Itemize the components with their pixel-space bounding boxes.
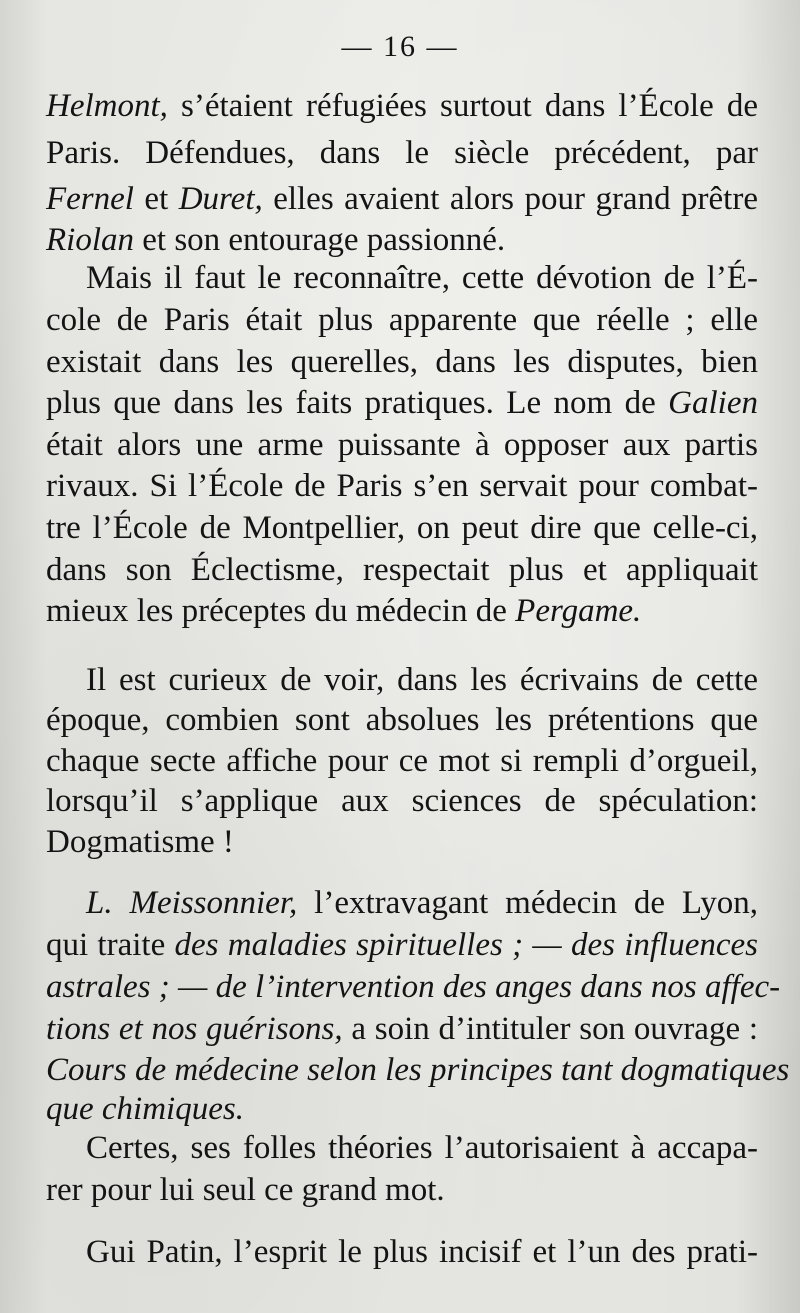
author-name-galien: Galien [668, 385, 758, 421]
text-line-25: Certes, ses folles théories l’autorisaient à accapa- [86, 1130, 758, 1166]
text-line-5: Mais il faut le reconnaître, cette dévotion de l’É- [86, 260, 758, 296]
text-line-8: plus que dans les faits pratiques. Le nom de Galien [46, 385, 758, 421]
text-line-21: astrales ; — de l’intervention des anges dans nos affec- [46, 969, 781, 1005]
text-line-18: Dogmatisme ! [46, 824, 234, 860]
author-name-meissonnier: L. Meissonnier, [86, 885, 298, 921]
text-line-20: qui traite des maladies spirituelles ; — des influences [46, 927, 758, 963]
text-line-2: Paris. Défendues, dans le siècle précédent, par [46, 135, 758, 171]
text-line-19: L. Meissonnier, l’extravagant médecin de Lyon, [86, 885, 758, 921]
text-line-27: Gui Patin, l’esprit le plus incisif et l’un des prati- [86, 1234, 758, 1270]
text-line-24: que chimiques. [46, 1091, 244, 1127]
book-title: Cours de médecine selon les principes tant dogmatiques [46, 1052, 790, 1088]
text-line-11: tre l’École de Montpellier, on peut dire que celle-ci, [46, 510, 758, 546]
author-name-riolan: Riolan [46, 222, 134, 258]
place-name-pergame: Pergame. [515, 593, 642, 629]
text-line-23 [46, 1050, 790, 1090]
author-name-fernel: Fernel [46, 181, 134, 217]
text-line-1: Helmont, s’étaient réfugiées surtout dans l’École de [46, 88, 758, 124]
text-line-4: Riolan et son entourage passionné. [46, 222, 506, 258]
text-line-14: Il est curieux de voir, dans les écrivains de cette [86, 662, 758, 698]
text-line-7: existait dans les querelles, dans les disputes, bien [46, 344, 758, 380]
author-name-helmont: Helmont, [46, 88, 168, 124]
text-line-9: était alors une arme puissante à opposer aux partis [46, 427, 758, 463]
text-line-16: chaque secte affiche pour ce mot si rempli d’orgueil, [46, 743, 758, 779]
text-line-10: rivaux. Si l’École de Paris s’en servait pour combat- [46, 468, 758, 504]
text-line-12: dans son Éclectisme, respectait plus et appliquait [46, 552, 758, 588]
author-name-duret: Duret, [178, 181, 263, 217]
text-line-15: époque, combien sont absolues les prétentions que [46, 702, 758, 738]
text-line-6: cole de Paris était plus apparente que réelle ; elle [46, 302, 758, 338]
page-number: — 16 — [341, 30, 459, 63]
text-line-26: rer pour lui seul ce grand mot. [46, 1172, 445, 1208]
text-line-13: mieux les préceptes du médecin de Pergame. [46, 593, 642, 629]
text-line-22: tions et nos guérisons, a soin d’intituler son ouvrage : [46, 1011, 759, 1047]
text-line-3: Fernel et Duret, elles avaient alors pour grand prêtre [46, 181, 758, 217]
text-line-17: lorsqu’il s’applique aux sciences de spéculation: [46, 783, 758, 819]
